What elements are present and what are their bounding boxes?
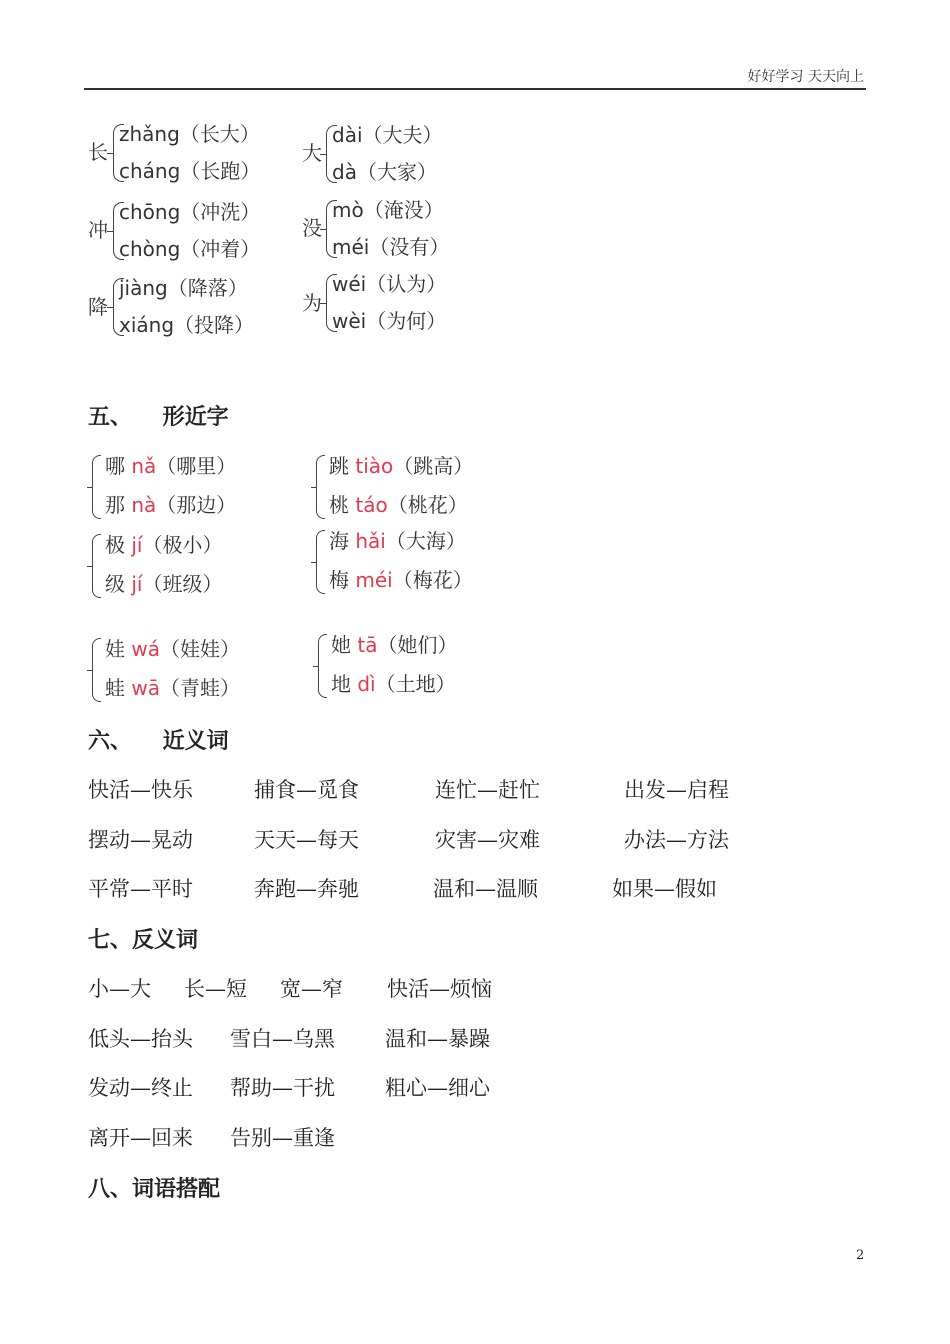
antonym-pair: 温和—暴躁 [385, 1027, 490, 1051]
synonym-pair: 如果—假如 [612, 877, 717, 901]
antonym-pair: 长—短 [184, 977, 247, 1001]
antonym-pair: 低头—抬头 [88, 1027, 193, 1051]
poly-reading: wèi（为何） [332, 309, 447, 333]
synonym-pair: 灾害—灾难 [435, 828, 540, 852]
section-5-title: 五、 形近字 [88, 404, 229, 430]
antonym-pair: 离开—回来 [88, 1126, 193, 1150]
group-line: 级 jí（班级） [105, 572, 223, 596]
group-line: 地 dì（土地） [331, 672, 456, 696]
group-line: 娃 wá（娃娃） [105, 637, 240, 661]
poly-char: 长 [88, 140, 108, 164]
section-7-title: 七、反义词 [88, 927, 199, 953]
poly-char: 冲 [88, 218, 108, 242]
antonym-pair: 快活—烦恼 [387, 977, 492, 1001]
poly-reading: chòng（冲着） [119, 237, 261, 261]
synonym-pair: 办法—方法 [624, 828, 729, 852]
poly-reading: mò（淹没） [332, 198, 444, 222]
poly-char: 大 [302, 141, 322, 165]
poly-reading: dài（大夫） [332, 123, 443, 147]
page-number: 2 [856, 1248, 865, 1263]
poly-reading: chōng（冲洗） [119, 200, 261, 224]
group-line: 跳 tiào（跳高） [329, 454, 474, 478]
synonym-pair: 捕食—觅食 [254, 778, 359, 802]
poly-reading: dà（大家） [332, 160, 437, 184]
group-line: 蛙 wā（青蛙） [105, 676, 240, 700]
group-line: 那 nà（那边） [105, 493, 237, 517]
poly-reading: wéi（认为） [332, 272, 447, 296]
antonym-pair: 宽—窄 [280, 977, 343, 1001]
poly-reading: zhǎng（长大） [119, 122, 260, 146]
synonym-pair: 温和—温顺 [433, 877, 538, 901]
synonym-pair: 出发—启程 [624, 778, 729, 802]
poly-char: 为 [302, 291, 322, 315]
page-header: 好好学习 天天向上 [747, 69, 864, 85]
antonym-pair: 小—大 [88, 977, 151, 1001]
poly-reading: cháng（长跑） [119, 159, 261, 183]
poly-reading: méi（没有） [332, 235, 450, 259]
group-brace [92, 455, 101, 519]
antonym-pair: 粗心—细心 [385, 1076, 490, 1100]
group-line: 哪 nǎ（哪里） [105, 454, 237, 478]
group-brace [92, 534, 101, 598]
section-8-title: 八、词语搭配 [88, 1176, 221, 1202]
synonym-pair: 快活—快乐 [88, 778, 193, 802]
synonym-pair: 平常—平时 [88, 877, 193, 901]
group-line: 极 jí（极小） [105, 533, 223, 557]
poly-char: 降 [88, 295, 108, 319]
group-brace [92, 638, 101, 702]
synonym-pair: 连忙—赶忙 [435, 778, 540, 802]
synonym-pair: 天天—每天 [254, 828, 359, 852]
antonym-pair: 告别—重逢 [230, 1126, 335, 1150]
group-brace [318, 634, 327, 698]
group-brace [316, 530, 325, 594]
poly-reading: xiáng（投降） [119, 313, 255, 337]
group-line: 海 hǎi（大海） [329, 529, 466, 553]
antonym-pair: 发动—终止 [88, 1076, 193, 1100]
synonym-pair: 奔跑—奔驰 [254, 877, 359, 901]
header-rule [84, 88, 866, 90]
synonym-pair: 摆动—晃动 [88, 828, 193, 852]
poly-char: 没 [302, 216, 322, 240]
antonym-pair: 雪白—乌黑 [230, 1027, 335, 1051]
group-line: 梅 méi（梅花） [329, 568, 473, 592]
group-line: 桃 táo（桃花） [329, 493, 468, 517]
section-6-title: 六、 近义词 [88, 728, 229, 754]
group-line: 她 tā（她们） [331, 633, 458, 657]
antonym-pair: 帮助—干扰 [230, 1076, 335, 1100]
group-brace [316, 455, 325, 519]
poly-reading: jiàng（降落） [119, 276, 248, 300]
